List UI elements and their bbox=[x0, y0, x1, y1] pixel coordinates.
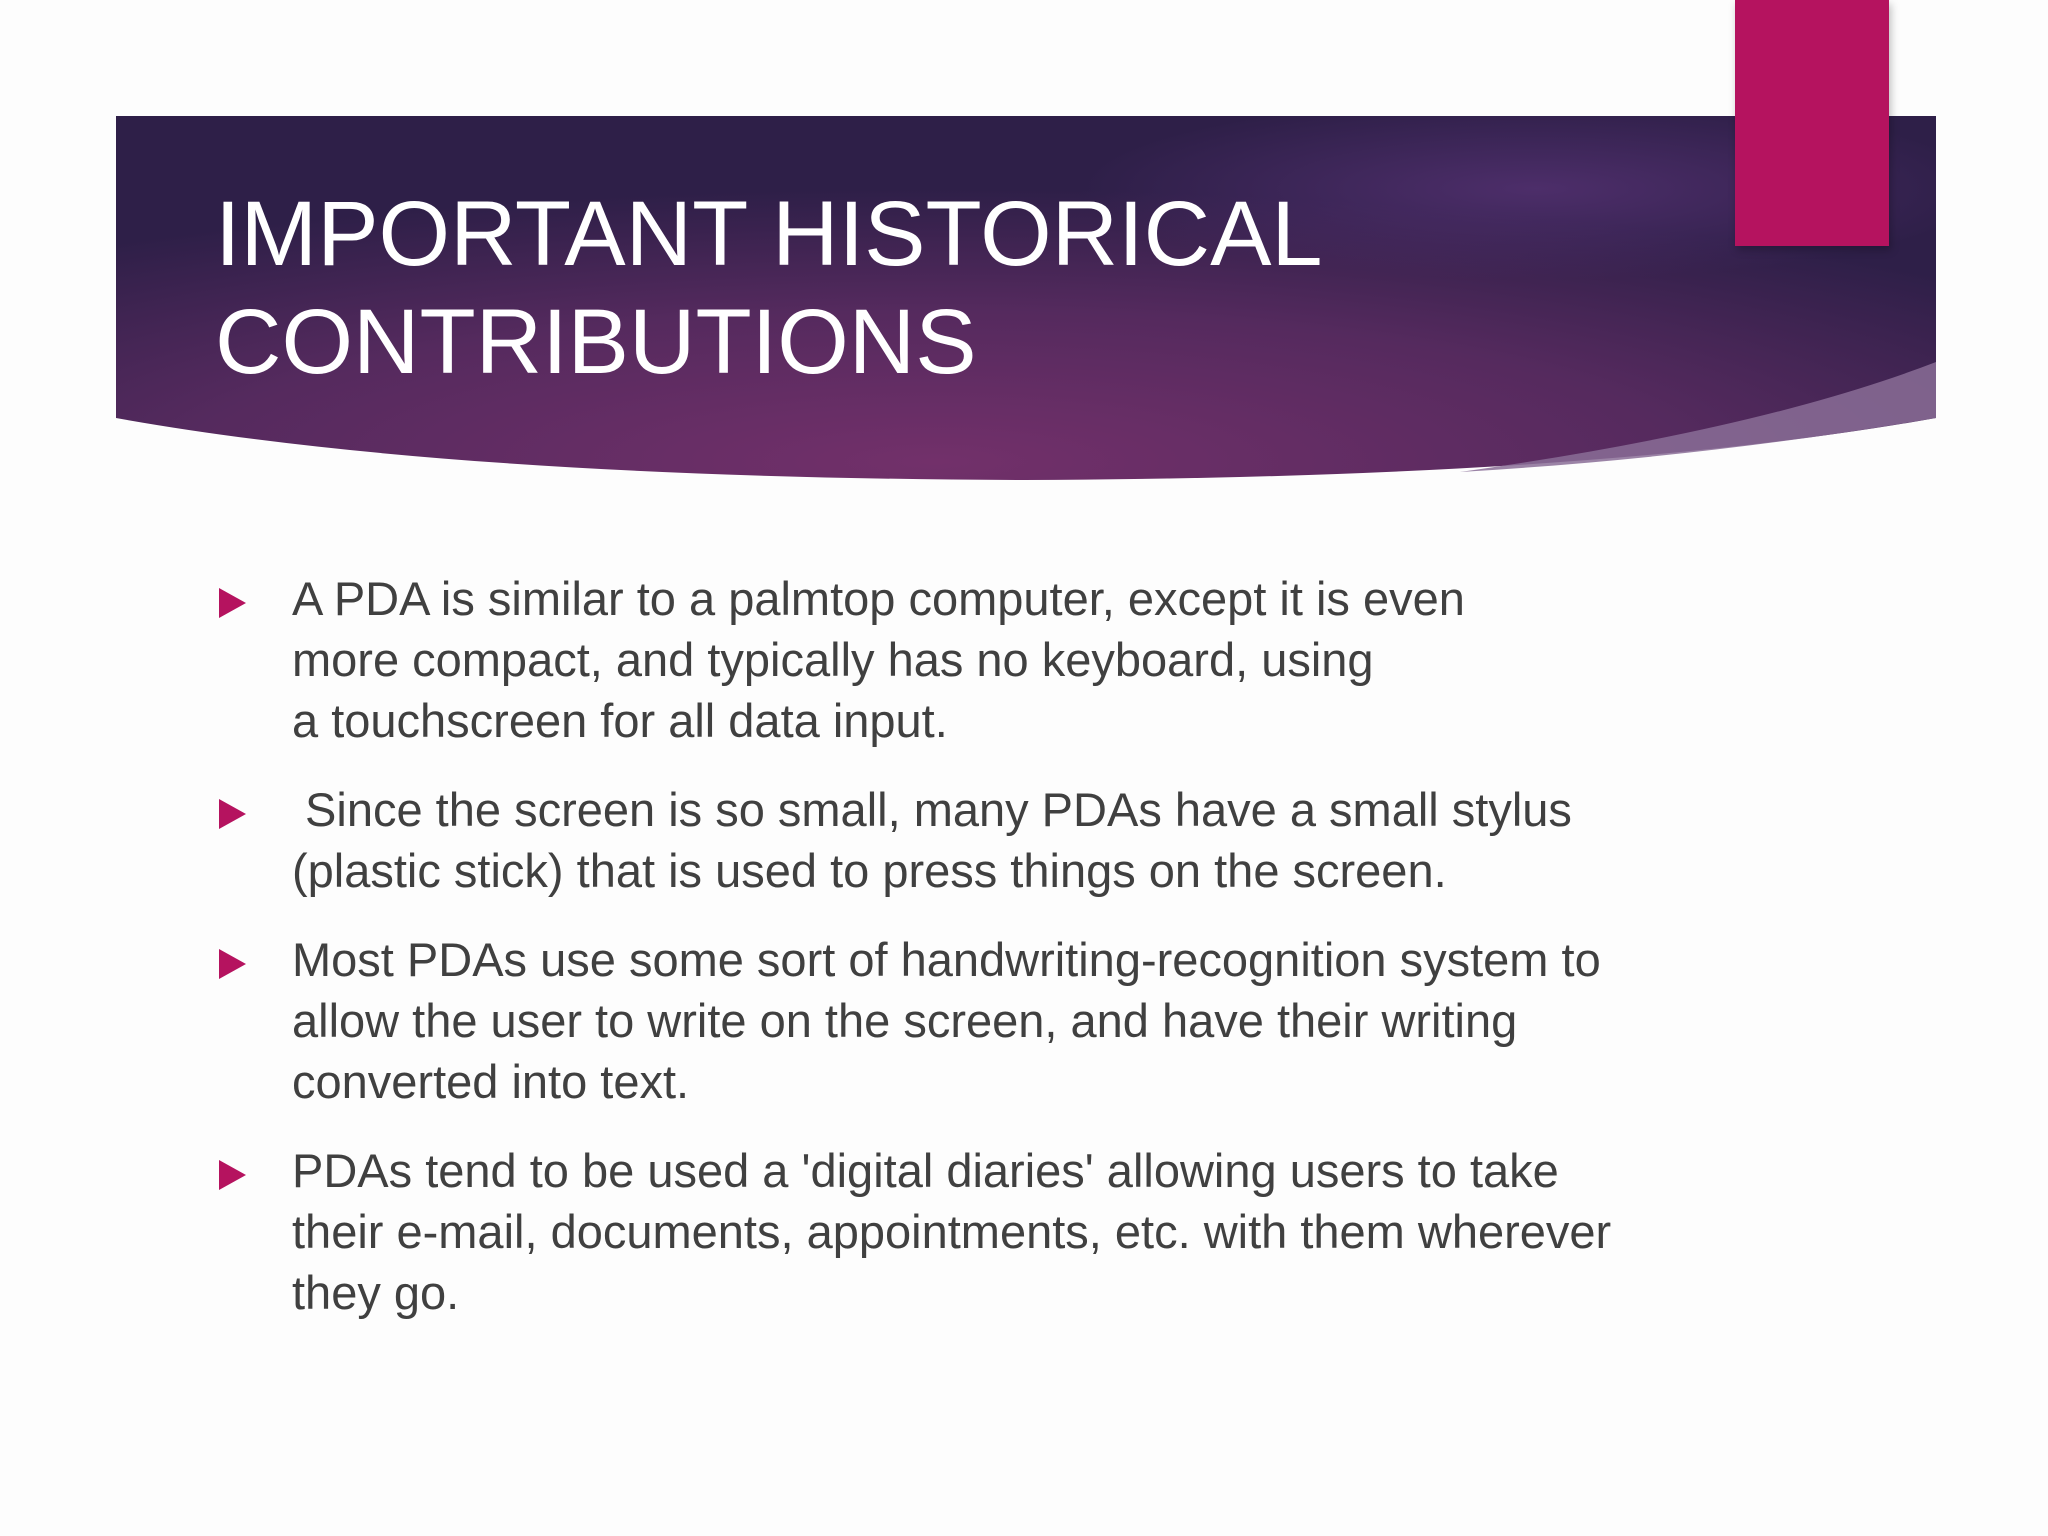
triangle-right-icon bbox=[219, 588, 246, 618]
list-item bbox=[215, 568, 1775, 751]
list-item bbox=[215, 779, 1775, 901]
bullet-line: (plastic stick) that is used to press things on the screen. bbox=[292, 844, 1447, 897]
slide-title bbox=[215, 180, 1615, 396]
bullet-line: converted into text. bbox=[292, 1055, 690, 1108]
title-line-2: CONTRIBUTIONS bbox=[215, 291, 977, 393]
bullet-list bbox=[215, 568, 1775, 1351]
list-item bbox=[215, 1140, 1775, 1323]
bullet-line: more compact, and typically has no keyboard, using bbox=[292, 633, 1374, 686]
accent-tab bbox=[1735, 0, 1889, 246]
title-line-1: IMPORTANT HISTORICAL bbox=[215, 183, 1323, 285]
triangle-right-icon bbox=[219, 949, 246, 979]
bullet-line: their e-mail, documents, appointments, etc. with them wherever bbox=[292, 1205, 1612, 1258]
bullet-line: Since the screen is so small, many PDAs have a small stylus bbox=[292, 783, 1572, 836]
bullet-line: PDAs tend to be used a 'digital diaries' allowing users to take bbox=[292, 1144, 1559, 1197]
list-item bbox=[215, 929, 1775, 1112]
bullet-line: a touchscreen for all data input. bbox=[292, 694, 948, 747]
bullet-line: allow the user to write on the screen, and have their writing bbox=[292, 994, 1518, 1047]
bullet-line: they go. bbox=[292, 1266, 460, 1319]
triangle-right-icon bbox=[219, 799, 246, 829]
bullet-line: Most PDAs use some sort of handwriting-recognition system to bbox=[292, 933, 1601, 986]
bullet-line: A PDA is similar to a palmtop computer, except it is even bbox=[292, 572, 1465, 625]
triangle-right-icon bbox=[219, 1160, 246, 1190]
